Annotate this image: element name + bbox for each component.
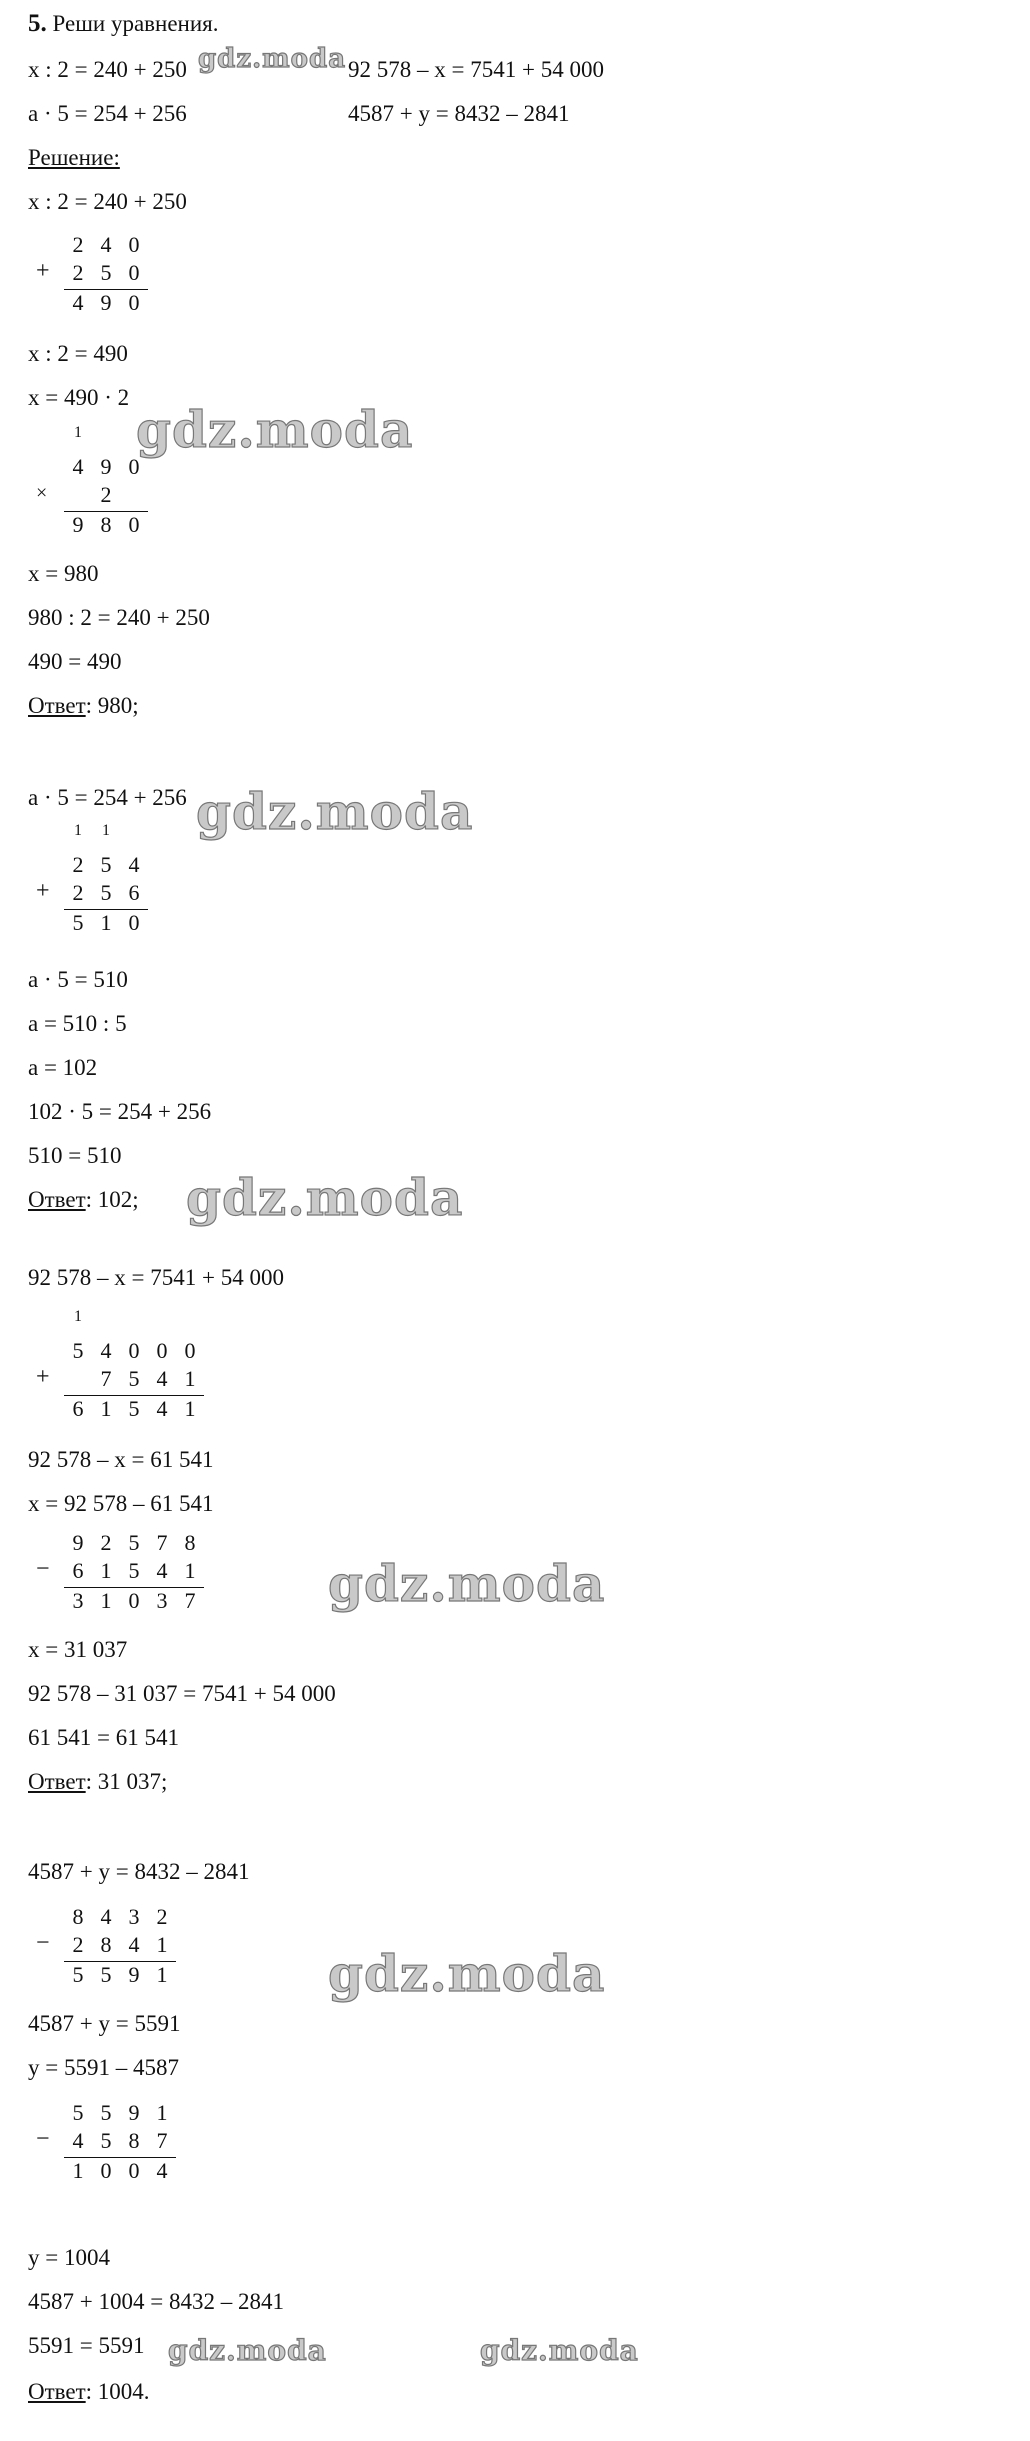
b1-line-3: x = 490 · 2 — [28, 385, 130, 410]
b4-line-3: y = 5591 – 4587 — [28, 2055, 179, 2080]
b2-line-5: 102 · 5 = 254 + 256 — [28, 1099, 212, 1124]
b1-line-5: 980 : 2 = 240 + 250 — [28, 605, 210, 630]
b4-column-subtraction-1: 8 4 3 2 − 2 8 4 1 5 5 9 1 — [28, 1904, 208, 1994]
b2-line-6: 510 = 510 — [28, 1143, 122, 1168]
b4-answer: Ответ: 1004. — [28, 2379, 150, 2404]
b4-line-5: 4587 + 1004 = 8432 – 2841 — [28, 2289, 284, 2314]
b4-line-1: 4587 + y = 8432 – 2841 — [28, 1859, 250, 1884]
b3-column-addition: 1 5 4 0 0 0 + 7 5 4 1 6 1 5 4 1 — [28, 1308, 228, 1428]
b2-line-4: a = 102 — [28, 1055, 98, 1080]
b3-line-4: x = 31 037 — [28, 1637, 128, 1662]
task-equation-1: x : 2 = 240 + 250 — [28, 57, 187, 82]
task-equation-2: 92 578 – x = 7541 + 54 000 — [348, 57, 604, 82]
task-title: Реши уравнения. — [52, 11, 219, 36]
b3-column-subtraction: 9 2 5 7 8 − 6 1 5 4 1 3 1 0 3 7 — [28, 1530, 228, 1620]
b1-line-1: x : 2 = 240 + 250 — [28, 189, 187, 214]
task-number: 5. — [28, 10, 47, 37]
b3-answer: Ответ: 31 037; — [28, 1769, 168, 1794]
solution-label: Решение: — [28, 145, 120, 170]
b2-line-1: a · 5 = 254 + 256 — [28, 785, 187, 810]
watermark-logo: gdz.moda — [196, 782, 474, 841]
b4-column-subtraction-2: 5 5 9 1 − 4 5 8 7 1 0 0 4 — [28, 2100, 208, 2190]
b1-line-2: x : 2 = 490 — [28, 341, 128, 366]
watermark-logo: gdz.moda — [328, 1944, 606, 2003]
b2-line-2: a · 5 = 510 — [28, 967, 128, 992]
b2-column-addition: 1 1 2 5 4 + 2 5 6 5 1 0 — [28, 822, 168, 942]
b3-line-3: x = 92 578 – 61 541 — [28, 1491, 214, 1516]
watermark-logo: gdz.moda — [480, 2334, 639, 2367]
b1-column-multiplication: 1 4 9 0 × 2 9 8 0 — [28, 424, 168, 544]
b4-line-2: 4587 + y = 5591 — [28, 2011, 181, 2036]
watermark-logo: gdz.moda — [186, 1168, 464, 1227]
watermark-logo: gdz.moda — [136, 400, 414, 459]
b1-answer: Ответ: 980; — [28, 693, 139, 718]
b1-line-6: 490 = 490 — [28, 649, 122, 674]
task-equation-4: 4587 + y = 8432 – 2841 — [348, 101, 570, 126]
b3-line-6: 61 541 = 61 541 — [28, 1725, 179, 1750]
task-equation-3: a · 5 = 254 + 256 — [28, 101, 187, 126]
b1-line-4: x = 980 — [28, 561, 99, 586]
b2-line-3: a = 510 : 5 — [28, 1011, 127, 1036]
task-header — [28, 10, 219, 38]
watermark-logo: gdz.moda — [328, 1554, 606, 1613]
watermark-logo: gdz.moda — [198, 44, 347, 74]
b3-line-1: 92 578 – x = 7541 + 54 000 — [28, 1265, 284, 1290]
b3-line-2: 92 578 – x = 61 541 — [28, 1447, 214, 1472]
b4-line-6: 5591 = 5591 — [28, 2333, 145, 2358]
b1-column-addition: 2 4 0 + 2 5 0 4 9 0 — [28, 232, 168, 322]
b3-line-5: 92 578 – 31 037 = 7541 + 54 000 — [28, 1681, 336, 1706]
watermark-logo: gdz.moda — [168, 2334, 327, 2367]
b2-answer: Ответ: 102; — [28, 1187, 139, 1212]
b4-line-4: y = 1004 — [28, 2245, 110, 2270]
